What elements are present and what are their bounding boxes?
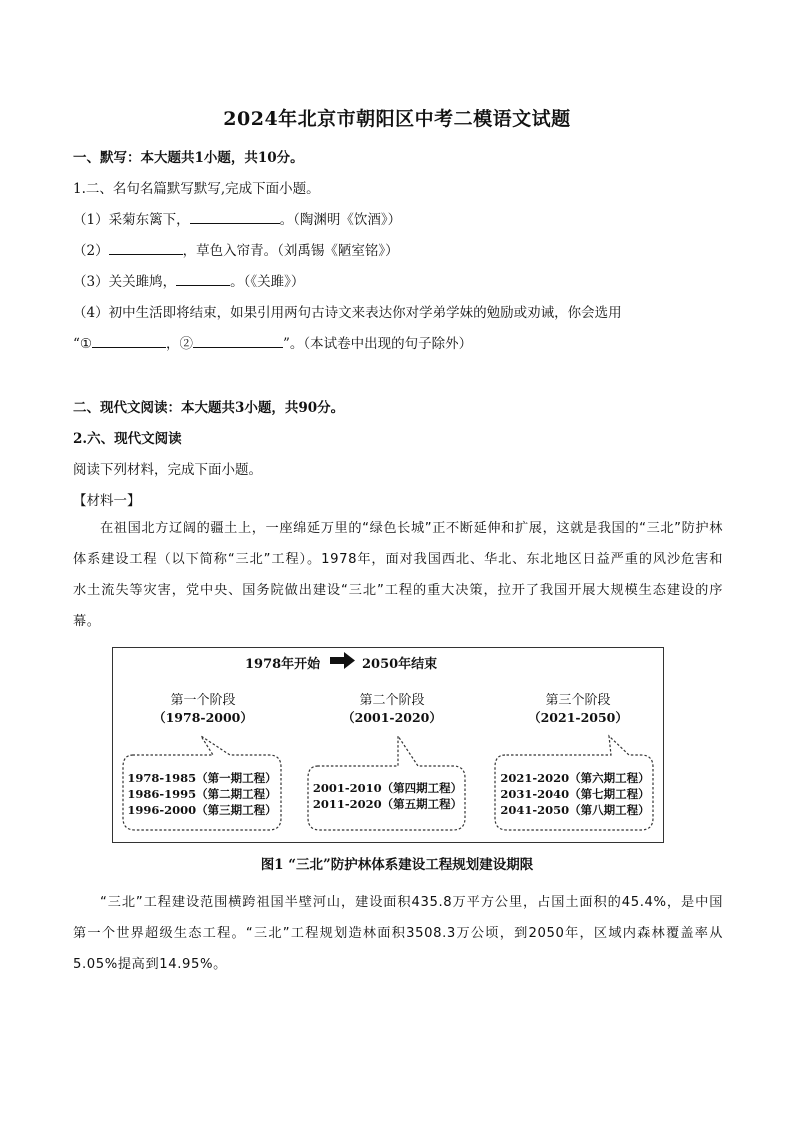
stage2-phases bbox=[309, 780, 466, 812]
page-title: 2024年北京市朝阳区中考二模语文试题 bbox=[223, 108, 571, 130]
item4-pre: “① bbox=[73, 336, 93, 352]
material-label: 【材料一】 bbox=[73, 493, 141, 509]
item3-post: 。（《关雎》） bbox=[230, 274, 305, 290]
phase-item: 1996-2000（第三期工程） bbox=[127, 803, 277, 817]
phase-item: 2041-2050（第八期工程） bbox=[500, 803, 650, 817]
phase-item: 2001-2010（第四期工程） bbox=[312, 781, 463, 795]
timeline-figure bbox=[112, 647, 664, 843]
item1-pre: （1）采菊东篱下， bbox=[73, 212, 190, 228]
section2-heading: 二、现代文阅读：本大题共3小题，共90分。 bbox=[73, 400, 345, 416]
figure-caption: 图1 “三北”防护林体系建设工程规划建设期限 bbox=[260, 857, 534, 873]
item2-pre: （2） bbox=[73, 243, 109, 259]
reading-instruction: 阅读下列材料，完成下面小题。 bbox=[73, 462, 262, 478]
stage2-name: 第二个阶段 bbox=[359, 693, 425, 708]
answer-blank-4a[interactable] bbox=[92, 333, 166, 348]
phase-item: 1978-1985（第一期工程） bbox=[127, 771, 277, 785]
question1-item2 bbox=[73, 239, 399, 259]
question1-item4-line2 bbox=[73, 332, 472, 352]
phase-item: 2021-2020（第六期工程） bbox=[500, 771, 650, 785]
stage1-range: （1978-2000） bbox=[153, 710, 253, 725]
stage2-range: （2001-2020） bbox=[342, 710, 442, 725]
phase-item: 2031-2040（第七期工程） bbox=[500, 787, 650, 801]
stage3-phases bbox=[495, 770, 655, 818]
question2-title: 2.六、现代文阅读 bbox=[73, 431, 182, 447]
answer-blank-1[interactable] bbox=[190, 209, 280, 224]
stage1-name: 第一个阶段 bbox=[170, 693, 236, 708]
question1-item4-line1: （4）初中生活即将结束，如果引用两句古诗文来表达你对学弟学妹的勉励或劝诫，你会选用 bbox=[73, 305, 622, 321]
item2-post: ，草色入帘青。（刘禹锡《陋室铭》） bbox=[182, 243, 399, 259]
stage1-phases bbox=[122, 770, 282, 818]
material-paragraph-1: 在祖国北方辽阔的疆土上，一座绵延万里的“绿色长城”正不断延伸和扩展，这就是我国的“三北”防护林体系建设工程（以下简称“三北”工程）。1978年，面对我国西北、华北、东北地区日益严重的风沙危害和水土流失等灾害，党中央、国务院做出建设“三北”工程的重大决策，拉开了我国开展大规模生态建设的序幕。 bbox=[73, 521, 723, 629]
stage3-name: 第三个阶段 bbox=[545, 693, 611, 708]
item4-post: ”。（本试卷中出现的句子除外） bbox=[283, 336, 473, 352]
material-paragraph-2: “三北”工程建设范围横跨祖国半壁河山，建设面积435.8万平方公里，占国土面积的45.4%，是中国第一个世界超级生态工程。“三北”工程规划造林面积3508.3万公顷，到2050年，区域内森林覆盖率从5.05%提高到14.95%。 bbox=[73, 895, 723, 972]
item4-mid: ，② bbox=[166, 336, 194, 352]
item3-pre: （3）关关雎鸠， bbox=[73, 274, 177, 290]
stage3-range: （2021-2050） bbox=[528, 710, 628, 725]
answer-blank-3[interactable] bbox=[176, 271, 230, 286]
figure-start-label: 1978年开始 bbox=[245, 657, 321, 672]
answer-blank-2[interactable] bbox=[109, 240, 183, 255]
phase-item: 2011-2020（第五期工程） bbox=[312, 797, 463, 811]
question1-item1 bbox=[73, 208, 401, 228]
arrow-right-icon bbox=[330, 652, 355, 669]
answer-blank-4b[interactable] bbox=[193, 333, 283, 348]
section1-heading: 一、默写：本大题共1小题，共10分。 bbox=[73, 150, 304, 166]
figure-end-label: 2050年结束 bbox=[362, 657, 438, 672]
question1-title: 1.二、名句名篇默写默写,完成下面小题。 bbox=[73, 181, 320, 197]
item1-post: 。（陶渊明《饮酒》） bbox=[279, 212, 402, 228]
question1-item3 bbox=[73, 270, 304, 290]
phase-item: 1986-1995（第二期工程） bbox=[127, 787, 277, 801]
